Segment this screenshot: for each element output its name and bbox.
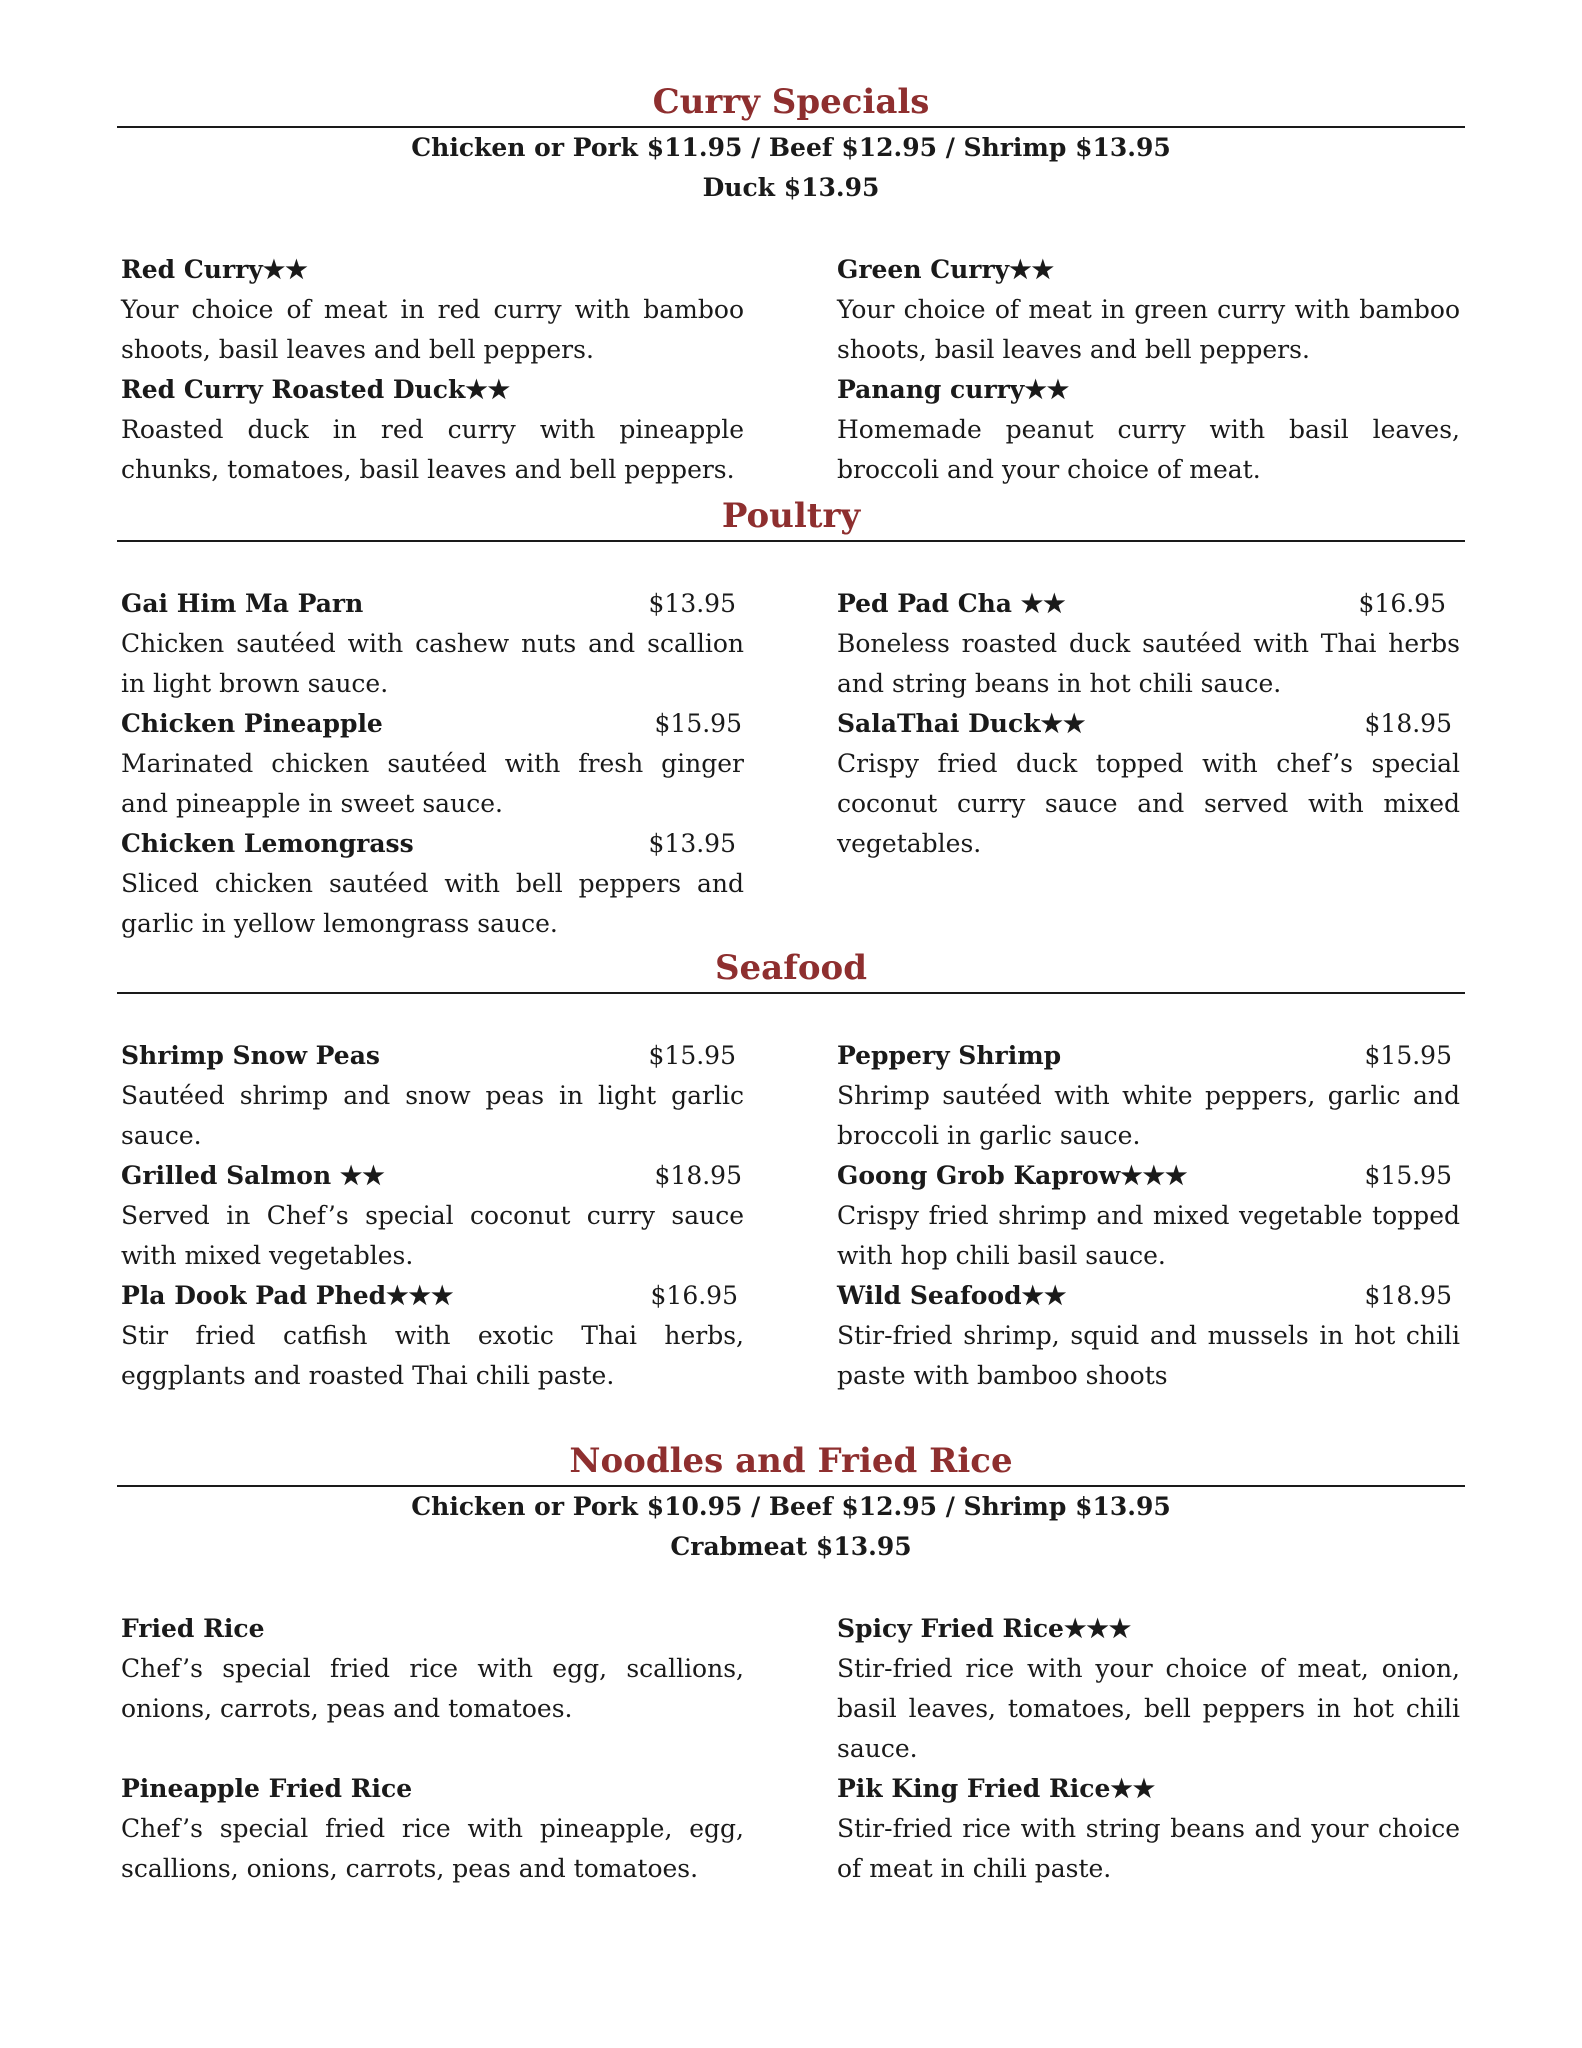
menu-item <box>837 704 1460 864</box>
item-description: Chef’s special fried rice with egg, scallions, onions, carrots, peas and tomatoes. <box>121 1654 744 1723</box>
item-description: Shrimp sautéed with white peppers, garlic and broccoli in garlic sauce. <box>837 1081 1460 1150</box>
item-price: $15.95 <box>1364 1161 1452 1190</box>
menu-column-right <box>837 1036 1460 1396</box>
item-name: Goong Grob Kaprow★★★ <box>837 1161 1188 1190</box>
menu-item <box>121 370 744 490</box>
item-price: $15.95 <box>654 709 742 738</box>
menu-column-left <box>121 250 744 490</box>
menu-column-left <box>121 1609 744 1889</box>
item-price: $16.95 <box>650 1281 738 1310</box>
item-name: SalaThai Duck★★ <box>837 709 1086 738</box>
item-description: Sautéed shrimp and snow peas in light garlic sauce. <box>121 1081 744 1150</box>
item-name: Pla Dook Pad Phed★★★ <box>121 1281 454 1310</box>
menu-item <box>121 1156 744 1276</box>
poultry-section <box>117 496 1465 938</box>
price-line: Crabmeat $13.95 <box>670 1532 912 1561</box>
item-description: Crispy fried duck topped with chef’s special coconut curry sauce and served with mixed vegetables. <box>837 749 1460 858</box>
item-name: Wild Seafood★★ <box>837 1281 1067 1310</box>
item-price: $18.95 <box>1364 709 1452 738</box>
menu-column-left <box>121 584 744 944</box>
section-title: Poultry <box>721 496 861 536</box>
item-description: Your choice of meat in red curry with bamboo shoots, basil leaves and bell peppers. <box>121 295 744 364</box>
menu-item <box>121 250 744 370</box>
item-description: Marinated chicken sautéed with fresh ginger and pineapple in sweet sauce. <box>121 749 744 818</box>
item-description: Chicken sautéed with cashew nuts and scallion in light brown sauce. <box>121 629 744 698</box>
item-name: Pik King Fried Rice★★ <box>837 1774 1156 1803</box>
menu-item <box>837 584 1460 704</box>
price-line: Duck $13.95 <box>702 173 880 202</box>
menu-column-right <box>837 1609 1460 1889</box>
item-description: Stir-fried rice with string beans and your choice of meat in chili paste. <box>837 1814 1460 1883</box>
spacer <box>121 1729 744 1769</box>
menu-column-left <box>121 1036 744 1396</box>
menu-item <box>837 250 1460 370</box>
menu-item <box>837 1609 1460 1769</box>
section-title: Seafood <box>715 948 867 988</box>
section-title: Curry Specials <box>652 82 930 122</box>
item-price: $15.95 <box>1364 1041 1452 1070</box>
item-name: Pineapple Fried Rice <box>121 1774 413 1803</box>
item-description: Sliced chicken sautéed with bell peppers and garlic in yellow lemongrass sauce. <box>121 869 744 938</box>
menu-item <box>837 1276 1460 1396</box>
item-name: Spicy Fried Rice★★★ <box>837 1614 1132 1643</box>
item-name: Chicken Lemongrass <box>121 829 414 858</box>
section-divider <box>117 540 1465 542</box>
item-price: $16.95 <box>1358 589 1446 618</box>
item-name: Shrimp Snow Peas <box>121 1041 380 1070</box>
menu-item <box>121 584 744 704</box>
item-description: Chef’s special fried rice with pineapple, egg, scallions, onions, carrots, peas and tomatoes. <box>121 1814 744 1883</box>
price-line: Chicken or Pork $10.95 / Beef $12.95 / Shrimp $13.95 <box>411 1492 1171 1521</box>
item-name: Peppery Shrimp <box>837 1041 1062 1070</box>
item-name: Green Curry★★ <box>837 255 1054 284</box>
menu-item <box>837 1156 1460 1276</box>
section-title: Noodles and Fried Rice <box>569 1441 1013 1481</box>
menu-item <box>837 370 1460 490</box>
curry-specials-section <box>117 82 1465 484</box>
item-name: Gai Him Ma Parn <box>121 589 364 618</box>
item-price: $18.95 <box>654 1161 742 1190</box>
item-description: Stir fried catfish with exotic Thai herbs, eggplants and roasted Thai chili paste. <box>121 1321 744 1390</box>
item-description: Your choice of meat in green curry with bamboo shoots, basil leaves and bell peppers. <box>837 295 1460 364</box>
menu-item <box>121 1036 744 1156</box>
menu-item <box>121 1276 744 1396</box>
item-price: $18.95 <box>1364 1281 1452 1310</box>
noodles-section <box>117 1441 1465 1883</box>
item-name: Panang curry★★ <box>837 375 1070 404</box>
item-name: Grilled Salmon ★★ <box>121 1161 385 1190</box>
item-price: $13.95 <box>648 829 736 858</box>
menu-item <box>121 1609 744 1729</box>
item-name: Red Curry Roasted Duck★★ <box>121 375 511 404</box>
item-name: Fried Rice <box>121 1614 265 1643</box>
menu-item <box>837 1769 1460 1889</box>
item-description: Boneless roasted duck sautéed with Thai herbs and string beans in hot chili sauce. <box>837 629 1460 698</box>
item-description: Homemade peanut curry with basil leaves, broccoli and your choice of meat. <box>837 415 1460 484</box>
item-description: Stir-fried shrimp, squid and mussels in hot chili paste with bamboo shoots <box>837 1321 1460 1390</box>
menu-item <box>121 824 744 944</box>
menu-item <box>837 1036 1460 1156</box>
item-name: Red Curry★★ <box>121 255 308 284</box>
item-description: Stir-fried rice with your choice of meat, onion, basil leaves, tomatoes, bell peppers in hot chili sauce. <box>837 1654 1460 1763</box>
item-price: $13.95 <box>648 589 736 618</box>
menu-column-right <box>837 250 1460 490</box>
price-line: Chicken or Pork $11.95 / Beef $12.95 / Shrimp $13.95 <box>411 133 1171 162</box>
item-description: Roasted duck in red curry with pineapple chunks, tomatoes, basil leaves and bell peppers. <box>121 415 744 484</box>
item-description: Served in Chef’s special coconut curry sauce with mixed vegetables. <box>121 1201 744 1270</box>
menu-column-right <box>837 584 1460 864</box>
item-price: $15.95 <box>648 1041 736 1070</box>
item-name: Chicken Pineapple <box>121 709 383 738</box>
item-name: Ped Pad Cha ★★ <box>837 589 1066 618</box>
section-divider <box>117 992 1465 994</box>
menu-item <box>121 704 744 824</box>
menu-item <box>121 1769 744 1889</box>
seafood-section <box>117 948 1465 1390</box>
item-description: Crispy fried shrimp and mixed vegetable topped with hop chili basil sauce. <box>837 1201 1460 1270</box>
